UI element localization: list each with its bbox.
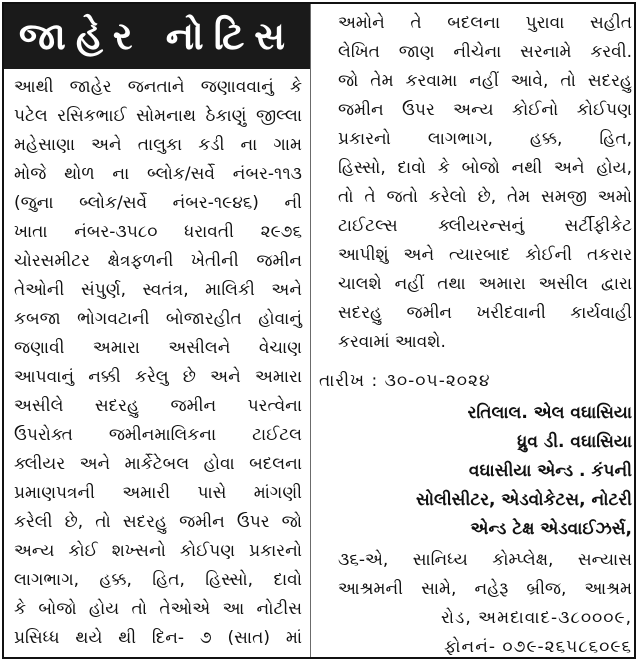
body-line: ચોરસમીટર ક્ષેત્રફળની ખેતીની જમીન [14,251,302,271]
body-line: ઉપરોક્ત જમીનમાલિકના ટાઈટલ [14,425,302,445]
phone-number: ફોનનં- ૦૭૯-૨૬૫૮૬૦૯૬ [444,637,632,657]
body-line: કરેલી છે, તો સદરહુ જમીન ઉપર જો [14,512,302,532]
body-line: તો તે જતો કરેલો છે, તેમ સમજી અમો [338,187,632,207]
body-line: કે બોજો હોય તો તેઓએ આ નોટીસ [14,599,302,619]
left-column [4,4,310,657]
signatory-name: રતિલાલ. એલ વઘાસિયા [467,403,632,423]
body-line: આપીશું અને ત્યારબાદ કોઈની તકરાર [338,245,632,265]
body-line: કબજા ભોગવટાની બોજારહીત હોવાનું [14,309,302,329]
notice-date: તારીખ : ૩૦-૦૫-૨૦૨૪ [319,371,491,391]
body-line: લાગભાગ, હક્ક, હિત, હિસ્સો, દાવો [14,570,302,590]
body-line: આપવાનું નક્કી કરેલુ છે અને અમારા [14,367,302,387]
body-line: અન્ય કોઈ શખ્સનો કોઈપણ પ્રકારનો [14,541,302,561]
body-line: પ્રસિધ્ધ થયે થી દિન- ૭ (સાત) માં [14,628,302,648]
firm-designation: એન્ડ ટેક્ષ એડવાઈઝર્સ, [470,519,632,539]
body-line: હિસ્સો, દાવો કે બોજો નથી અને હોય, [338,158,632,178]
body-line: પ્રકારનો લાગભાગ, હક્ક, હિત, [338,129,632,149]
body-line: જો તેમ કરવામા નહીં આવે, તો સદરહુ [338,71,632,91]
body-line: ચાલશે નહીં તથા અમારા અસીલ દ્વારા [338,274,632,294]
public-notice [2,2,636,659]
body-line: અમોને તે બદલના પુરાવા સહીત [338,13,632,33]
address-line: રોડ, અમદાવાદ-૩૮૦૦૦૯, [440,608,632,628]
body-line: ખાતા નંબર-૩૫૮૦ ધરાવતી ૨૯૭૬ [14,222,302,242]
body-line: ક્લીયર અને માર્કેટેબલ હોવા બદલના [14,454,302,474]
body-line: આથી જાહેર જનતાને જણાવવાનું કે [14,77,302,97]
body-line: (જુના બ્લોક/સર્વે નંબર-૧૯૪૬) ની [14,193,302,213]
signatory-name: ધ્રુવ ડી. વઘાસિયા [517,432,632,452]
body-line: સદરહુ જમીન ખરીદવાની કાર્યવાહી [338,303,632,323]
notice-title-banner [4,4,310,69]
address-line: આશ્રમની સામે, નહેરૂ બ્રીજ, આશ્રમ [338,579,632,599]
right-column [311,4,634,657]
body-line: લેખિત જાણ નીચેના સરનામે કરવી. [338,42,632,62]
body-line: પ્રમાણપત્રની અમારી પાસે માંગણી [14,483,302,503]
notice-title: જાહેર નોટિસ [18,14,296,58]
body-line: મહેસાણા અને તાલુકા કડી ના ગામ [14,135,302,155]
body-line: મોજે થોળ ના બ્લોક/સર્વે નંબર-૧૧૩ [14,164,302,184]
body-line: પટેલ રસિકભાઈ સોમનાથ ઠેકાણું જીલ્લા [14,106,302,126]
body-line: જમીન ઉપર અન્ય કોઈનો કોઈપણ [338,100,632,120]
body-line: જણાવી અમારા અસીલને વેચાણ [14,338,302,358]
body-line: કરવામાં આવશે. [338,332,446,352]
firm-name: વઘાસીયા એન્ડ . કંપની [468,461,632,481]
address-line: ૩૬-એ, સાનિધ્ય કોમ્પ્લેક્ષ, સન્યાસ [338,550,632,570]
body-line: અસીલે સદરહુ જમીન પરત્વેના [14,396,302,416]
body-line: ટાઈટલ્સ ક્લીયરન્સનું સર્ટીફીકેટ [338,216,632,236]
body-line: તેઓની સંપુર્ણ, સ્વતંત્ર, માલિકી અને [14,280,302,300]
firm-designation: સોલીસીટર, એડવોકેટસ, નોટરી [415,490,632,510]
